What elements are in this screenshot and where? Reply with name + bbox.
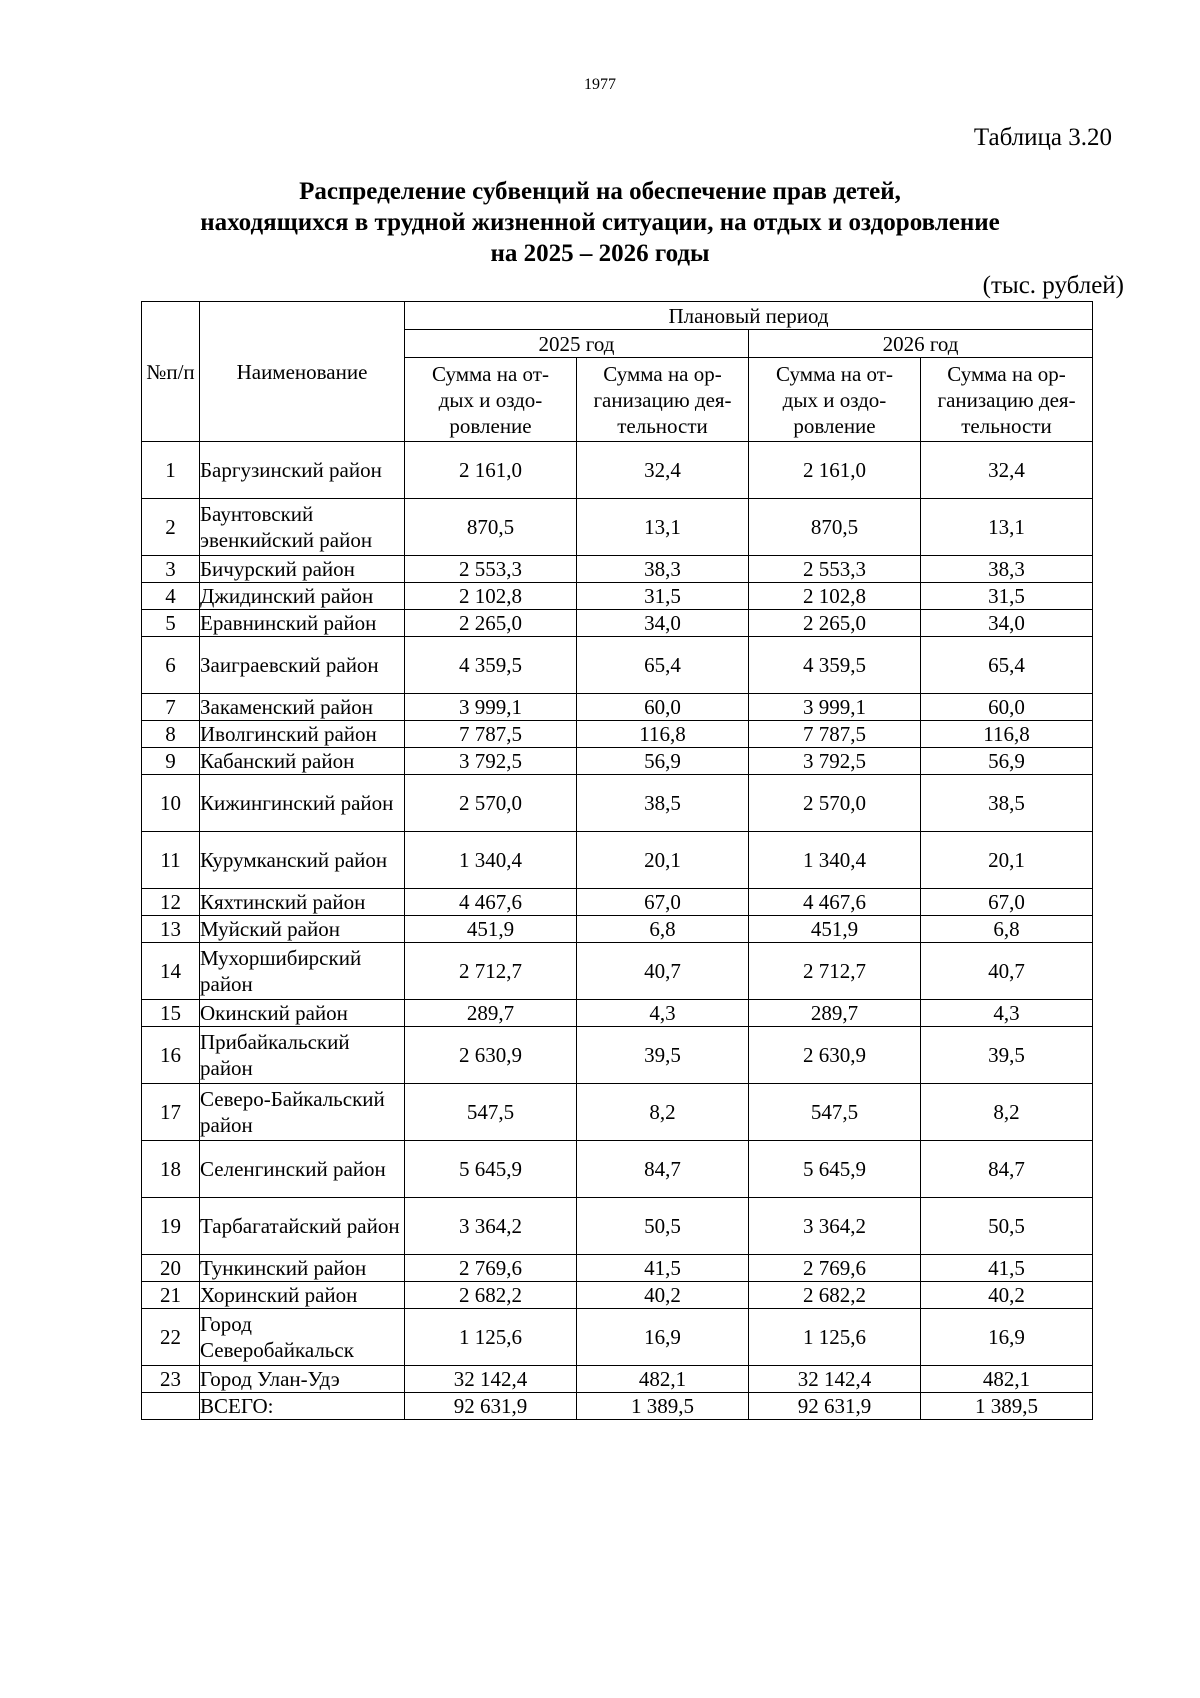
table-row bbox=[142, 694, 1093, 721]
org-sum-2025: 8,2 bbox=[577, 1084, 749, 1141]
org-sum-2025: 1 389,5 bbox=[577, 1393, 749, 1420]
org-sum-2025: 39,5 bbox=[577, 1027, 749, 1084]
title-line: Распределение субвенций на обеспечение прав детей, bbox=[299, 178, 901, 205]
row-number: 8 bbox=[142, 721, 200, 748]
table-row bbox=[142, 556, 1093, 583]
org-sum-2025: 34,0 bbox=[577, 610, 749, 637]
district-name: Баунтовский эвенкийский район bbox=[200, 499, 405, 556]
rest-sum-2026: 4 467,6 bbox=[749, 889, 921, 916]
rest-sum-2025: 3 364,2 bbox=[405, 1198, 577, 1255]
rest-sum-2025: 5 645,9 bbox=[405, 1141, 577, 1198]
row-number: 17 bbox=[142, 1084, 200, 1141]
org-sum-2026: 84,7 bbox=[921, 1141, 1093, 1198]
district-name: Бичурский район bbox=[200, 556, 405, 583]
rest-sum-2025: 547,5 bbox=[405, 1084, 577, 1141]
rest-sum-2026: 1 125,6 bbox=[749, 1309, 921, 1366]
table-row bbox=[142, 442, 1093, 499]
org-sum-2025: 56,9 bbox=[577, 748, 749, 775]
district-name: Прибайкальский район bbox=[200, 1027, 405, 1084]
table-row bbox=[142, 832, 1093, 889]
org-sum-2025: 4,3 bbox=[577, 1000, 749, 1027]
rest-sum-2025: 2 553,3 bbox=[405, 556, 577, 583]
rest-sum-2026: 4 359,5 bbox=[749, 637, 921, 694]
org-sum-2025: 20,1 bbox=[577, 832, 749, 889]
org-sum-2026: 4,3 bbox=[921, 1000, 1093, 1027]
table-row bbox=[142, 775, 1093, 832]
table-row bbox=[142, 748, 1093, 775]
org-sum-2025: 65,4 bbox=[577, 637, 749, 694]
row-number: 1 bbox=[142, 442, 200, 499]
rest-sum-2026: 2 570,0 bbox=[749, 775, 921, 832]
table-row bbox=[142, 916, 1093, 943]
district-name: Кабанский район bbox=[200, 748, 405, 775]
table-row bbox=[142, 499, 1093, 556]
org-sum-2026: 116,8 bbox=[921, 721, 1093, 748]
district-name: Хоринский район bbox=[200, 1282, 405, 1309]
row-number: 7 bbox=[142, 694, 200, 721]
district-name: Курумканский район bbox=[200, 832, 405, 889]
row-number: 23 bbox=[142, 1366, 200, 1393]
rest-sum-2026: 32 142,4 bbox=[749, 1366, 921, 1393]
district-name: Город Северобайкальск bbox=[200, 1309, 405, 1366]
row-number bbox=[142, 1393, 200, 1420]
rest-sum-2025: 92 631,9 bbox=[405, 1393, 577, 1420]
title-line: на 2025 – 2026 годы bbox=[490, 240, 710, 267]
org-sum-2026: 60,0 bbox=[921, 694, 1093, 721]
rest-sum-2025: 4 467,6 bbox=[405, 889, 577, 916]
table-body bbox=[142, 442, 1093, 1420]
header-num: №п/п bbox=[142, 302, 200, 442]
table-row bbox=[142, 721, 1093, 748]
header-year-2025: 2025 год bbox=[405, 330, 749, 358]
row-number: 4 bbox=[142, 583, 200, 610]
rest-sum-2026: 2 265,0 bbox=[749, 610, 921, 637]
org-sum-2026: 67,0 bbox=[921, 889, 1093, 916]
rest-sum-2025: 32 142,4 bbox=[405, 1366, 577, 1393]
subvention-table bbox=[141, 301, 1093, 1420]
table-row bbox=[142, 943, 1093, 1000]
org-sum-2026: 41,5 bbox=[921, 1255, 1093, 1282]
rest-sum-2026: 7 787,5 bbox=[749, 721, 921, 748]
units-label: (тыс. рублей) bbox=[982, 272, 1124, 299]
rest-sum-2025: 2 712,7 bbox=[405, 943, 577, 1000]
district-name: Еравнинский район bbox=[200, 610, 405, 637]
org-sum-2026: 38,5 bbox=[921, 775, 1093, 832]
table-row bbox=[142, 1366, 1093, 1393]
row-number: 21 bbox=[142, 1282, 200, 1309]
table-label: Таблица 3.20 bbox=[973, 124, 1112, 151]
org-sum-2026: 16,9 bbox=[921, 1309, 1093, 1366]
rest-sum-2025: 3 999,1 bbox=[405, 694, 577, 721]
org-sum-2026: 32,4 bbox=[921, 442, 1093, 499]
rest-sum-2025: 2 769,6 bbox=[405, 1255, 577, 1282]
district-name: Кижингинский район bbox=[200, 775, 405, 832]
org-sum-2025: 6,8 bbox=[577, 916, 749, 943]
org-sum-2026: 20,1 bbox=[921, 832, 1093, 889]
rest-sum-2026: 1 340,4 bbox=[749, 832, 921, 889]
rest-sum-2025: 3 792,5 bbox=[405, 748, 577, 775]
row-number: 22 bbox=[142, 1309, 200, 1366]
table-row-total bbox=[142, 1393, 1093, 1420]
district-name: Окинский район bbox=[200, 1000, 405, 1027]
row-number: 18 bbox=[142, 1141, 200, 1198]
header-year-2026: 2026 год bbox=[749, 330, 1093, 358]
rest-sum-2025: 2 682,2 bbox=[405, 1282, 577, 1309]
org-sum-2025: 41,5 bbox=[577, 1255, 749, 1282]
row-number: 15 bbox=[142, 1000, 200, 1027]
row-number: 13 bbox=[142, 916, 200, 943]
document-title bbox=[0, 176, 1200, 269]
row-number: 2 bbox=[142, 499, 200, 556]
row-number: 14 bbox=[142, 943, 200, 1000]
org-sum-2026: 6,8 bbox=[921, 916, 1093, 943]
district-name: Муйский район bbox=[200, 916, 405, 943]
row-number: 6 bbox=[142, 637, 200, 694]
table-row bbox=[142, 1000, 1093, 1027]
table-row bbox=[142, 1027, 1093, 1084]
district-name: ВСЕГО: bbox=[200, 1393, 405, 1420]
org-sum-2026: 482,1 bbox=[921, 1366, 1093, 1393]
rest-sum-2025: 1 125,6 bbox=[405, 1309, 577, 1366]
rest-sum-2026: 2 630,9 bbox=[749, 1027, 921, 1084]
rest-sum-2026: 3 999,1 bbox=[749, 694, 921, 721]
org-sum-2026: 38,3 bbox=[921, 556, 1093, 583]
rest-sum-2025: 2 570,0 bbox=[405, 775, 577, 832]
page-number: 1977 bbox=[584, 76, 616, 93]
org-sum-2025: 38,5 bbox=[577, 775, 749, 832]
rest-sum-2025: 2 630,9 bbox=[405, 1027, 577, 1084]
district-name: Кяхтинский район bbox=[200, 889, 405, 916]
org-sum-2026: 40,2 bbox=[921, 1282, 1093, 1309]
title-line: находящихся в трудной жизненной ситуации, на отдых и оздоровление bbox=[200, 209, 1000, 236]
table-row bbox=[142, 1309, 1093, 1366]
row-number: 3 bbox=[142, 556, 200, 583]
table-row bbox=[142, 1084, 1093, 1141]
district-name: Город Улан-Удэ bbox=[200, 1366, 405, 1393]
district-name: Тункинский район bbox=[200, 1255, 405, 1282]
org-sum-2025: 67,0 bbox=[577, 889, 749, 916]
org-sum-2026: 34,0 bbox=[921, 610, 1093, 637]
rest-sum-2026: 547,5 bbox=[749, 1084, 921, 1141]
table-row bbox=[142, 1141, 1093, 1198]
district-name: Закаменский район bbox=[200, 694, 405, 721]
org-sum-2026: 31,5 bbox=[921, 583, 1093, 610]
table-row bbox=[142, 1198, 1093, 1255]
table-row bbox=[142, 889, 1093, 916]
rest-sum-2026: 3 364,2 bbox=[749, 1198, 921, 1255]
table-row bbox=[142, 1255, 1093, 1282]
org-sum-2025: 31,5 bbox=[577, 583, 749, 610]
header-org-sum-2026: Сумма на ор- ганизацию дея- тельности bbox=[921, 358, 1093, 442]
header-name: Наименование bbox=[200, 302, 405, 442]
row-number: 16 bbox=[142, 1027, 200, 1084]
org-sum-2025: 60,0 bbox=[577, 694, 749, 721]
row-number: 10 bbox=[142, 775, 200, 832]
header-rest-sum-2025: Сумма на от- дых и оздо- ровление bbox=[405, 358, 577, 442]
org-sum-2025: 16,9 bbox=[577, 1309, 749, 1366]
row-number: 9 bbox=[142, 748, 200, 775]
rest-sum-2025: 451,9 bbox=[405, 916, 577, 943]
org-sum-2026: 40,7 bbox=[921, 943, 1093, 1000]
rest-sum-2026: 5 645,9 bbox=[749, 1141, 921, 1198]
rest-sum-2026: 289,7 bbox=[749, 1000, 921, 1027]
rest-sum-2025: 289,7 bbox=[405, 1000, 577, 1027]
rest-sum-2026: 2 102,8 bbox=[749, 583, 921, 610]
org-sum-2025: 38,3 bbox=[577, 556, 749, 583]
org-sum-2026: 39,5 bbox=[921, 1027, 1093, 1084]
district-name: Селенгинский район bbox=[200, 1141, 405, 1198]
org-sum-2026: 8,2 bbox=[921, 1084, 1093, 1141]
table-row bbox=[142, 637, 1093, 694]
table-header bbox=[142, 302, 1093, 442]
rest-sum-2025: 4 359,5 bbox=[405, 637, 577, 694]
header-org-sum-2025: Сумма на ор- ганизацию дея- тельности bbox=[577, 358, 749, 442]
district-name: Заиграевский район bbox=[200, 637, 405, 694]
org-sum-2025: 116,8 bbox=[577, 721, 749, 748]
org-sum-2026: 56,9 bbox=[921, 748, 1093, 775]
district-name: Баргузинский район bbox=[200, 442, 405, 499]
row-number: 11 bbox=[142, 832, 200, 889]
org-sum-2025: 482,1 bbox=[577, 1366, 749, 1393]
org-sum-2025: 13,1 bbox=[577, 499, 749, 556]
district-name: Северо-Байкальский район bbox=[200, 1084, 405, 1141]
rest-sum-2026: 92 631,9 bbox=[749, 1393, 921, 1420]
org-sum-2026: 13,1 bbox=[921, 499, 1093, 556]
rest-sum-2026: 2 682,2 bbox=[749, 1282, 921, 1309]
row-number: 12 bbox=[142, 889, 200, 916]
rest-sum-2026: 2 553,3 bbox=[749, 556, 921, 583]
row-number: 5 bbox=[142, 610, 200, 637]
district-name: Мухоршибирский район bbox=[200, 943, 405, 1000]
rest-sum-2025: 2 161,0 bbox=[405, 442, 577, 499]
district-name: Тарбагатайский район bbox=[200, 1198, 405, 1255]
org-sum-2025: 40,7 bbox=[577, 943, 749, 1000]
table-row bbox=[142, 583, 1093, 610]
table-row bbox=[142, 1282, 1093, 1309]
rest-sum-2025: 1 340,4 bbox=[405, 832, 577, 889]
rest-sum-2026: 2 769,6 bbox=[749, 1255, 921, 1282]
rest-sum-2026: 870,5 bbox=[749, 499, 921, 556]
rest-sum-2025: 2 265,0 bbox=[405, 610, 577, 637]
rest-sum-2025: 2 102,8 bbox=[405, 583, 577, 610]
header-rest-sum-2026: Сумма на от- дых и оздо- ровление bbox=[749, 358, 921, 442]
header-period: Плановый период bbox=[405, 302, 1093, 330]
district-name: Иволгинский район bbox=[200, 721, 405, 748]
org-sum-2026: 1 389,5 bbox=[921, 1393, 1093, 1420]
rest-sum-2025: 870,5 bbox=[405, 499, 577, 556]
table-row bbox=[142, 610, 1093, 637]
row-number: 19 bbox=[142, 1198, 200, 1255]
rest-sum-2026: 451,9 bbox=[749, 916, 921, 943]
rest-sum-2026: 2 161,0 bbox=[749, 442, 921, 499]
rest-sum-2026: 3 792,5 bbox=[749, 748, 921, 775]
district-name: Джидинский район bbox=[200, 583, 405, 610]
org-sum-2025: 32,4 bbox=[577, 442, 749, 499]
org-sum-2025: 50,5 bbox=[577, 1198, 749, 1255]
org-sum-2025: 40,2 bbox=[577, 1282, 749, 1309]
rest-sum-2025: 7 787,5 bbox=[405, 721, 577, 748]
org-sum-2025: 84,7 bbox=[577, 1141, 749, 1198]
org-sum-2026: 50,5 bbox=[921, 1198, 1093, 1255]
org-sum-2026: 65,4 bbox=[921, 637, 1093, 694]
rest-sum-2026: 2 712,7 bbox=[749, 943, 921, 1000]
row-number: 20 bbox=[142, 1255, 200, 1282]
